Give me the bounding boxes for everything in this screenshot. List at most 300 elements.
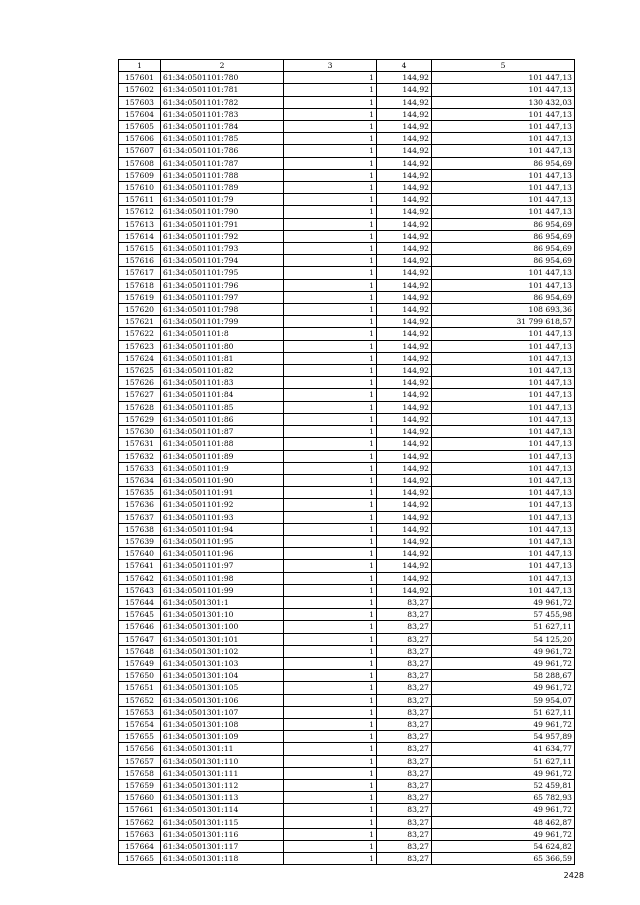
cadastral-number-cell: 61:34:0501101:85	[161, 401, 284, 413]
cadastral-number-cell: 61:34:0501101:9	[161, 462, 284, 474]
area-cell: 144,92	[377, 194, 432, 206]
cadastral-number-cell: 61:34:0501101:784	[161, 121, 284, 133]
area-cell: 83,27	[377, 657, 432, 669]
value-cell: 101 447,13	[432, 145, 575, 157]
cadastral-number-cell: 61:34:0501101:95	[161, 535, 284, 547]
table-row	[119, 389, 575, 401]
table-row	[119, 645, 575, 657]
table-row	[119, 365, 575, 377]
area-cell: 144,92	[377, 426, 432, 438]
row-number-cell: 157619	[119, 291, 161, 303]
area-cell: 144,92	[377, 72, 432, 84]
cadastral-number-cell: 61:34:0501101:790	[161, 206, 284, 218]
value-cell: 101 447,13	[432, 474, 575, 486]
table-row	[119, 230, 575, 242]
row-number-cell: 157645	[119, 609, 161, 621]
table-row	[119, 121, 575, 133]
value-cell: 101 447,13	[432, 499, 575, 511]
value-cell: 101 447,13	[432, 535, 575, 547]
row-number-cell: 157644	[119, 596, 161, 608]
count-cell: 1	[284, 560, 377, 572]
area-cell: 83,27	[377, 609, 432, 621]
count-cell: 1	[284, 487, 377, 499]
area-cell: 83,27	[377, 621, 432, 633]
count-cell: 1	[284, 255, 377, 267]
value-cell: 48 462,87	[432, 816, 575, 828]
table-row	[119, 243, 575, 255]
cadastral-number-cell: 61:34:0501101:80	[161, 340, 284, 352]
value-cell: 101 447,13	[432, 108, 575, 120]
value-cell: 49 961,72	[432, 804, 575, 816]
value-cell: 51 627,11	[432, 755, 575, 767]
area-cell: 83,27	[377, 792, 432, 804]
count-cell: 1	[284, 377, 377, 389]
area-cell: 83,27	[377, 731, 432, 743]
count-cell: 1	[284, 389, 377, 401]
cadastral-number-cell: 61:34:0501101:798	[161, 304, 284, 316]
row-number-cell: 157604	[119, 108, 161, 120]
column-header-3: 3	[284, 60, 377, 72]
count-cell: 1	[284, 535, 377, 547]
area-cell: 83,27	[377, 779, 432, 791]
value-cell: 108 693,36	[432, 304, 575, 316]
table-row	[119, 438, 575, 450]
count-cell: 1	[284, 426, 377, 438]
area-cell: 83,27	[377, 682, 432, 694]
cadastral-number-cell: 61:34:0501101:98	[161, 572, 284, 584]
row-number-cell: 157658	[119, 767, 161, 779]
cadastral-number-cell: 61:34:0501301:118	[161, 853, 284, 865]
table-row	[119, 291, 575, 303]
area-cell: 144,92	[377, 535, 432, 547]
table-row	[119, 352, 575, 364]
value-cell: 65 782,93	[432, 792, 575, 804]
value-cell: 101 447,13	[432, 206, 575, 218]
count-cell: 1	[284, 474, 377, 486]
row-number-cell: 157614	[119, 230, 161, 242]
row-number-cell: 157639	[119, 535, 161, 547]
value-cell: 101 447,13	[432, 548, 575, 560]
row-number-cell: 157622	[119, 328, 161, 340]
table-row	[119, 304, 575, 316]
table-row	[119, 401, 575, 413]
area-cell: 144,92	[377, 462, 432, 474]
row-number-cell: 157649	[119, 657, 161, 669]
cadastral-number-cell: 61:34:0501301:111	[161, 767, 284, 779]
area-cell: 144,92	[377, 548, 432, 560]
area-cell: 144,92	[377, 352, 432, 364]
area-cell: 144,92	[377, 206, 432, 218]
cadastral-number-cell: 61:34:0501101:796	[161, 279, 284, 291]
value-cell: 49 961,72	[432, 682, 575, 694]
value-cell: 101 447,13	[432, 352, 575, 364]
row-number-cell: 157654	[119, 718, 161, 730]
table-row	[119, 218, 575, 230]
value-cell: 101 447,13	[432, 365, 575, 377]
cadastral-number-cell: 61:34:0501301:104	[161, 670, 284, 682]
value-cell: 101 447,13	[432, 182, 575, 194]
cadastral-number-cell: 61:34:0501101:88	[161, 438, 284, 450]
cadastral-number-cell: 61:34:0501301:110	[161, 755, 284, 767]
area-cell: 83,27	[377, 755, 432, 767]
cadastral-number-cell: 61:34:0501101:791	[161, 218, 284, 230]
cadastral-number-cell: 61:34:0501101:92	[161, 499, 284, 511]
row-number-cell: 157661	[119, 804, 161, 816]
table-row	[119, 108, 575, 120]
count-cell: 1	[284, 779, 377, 791]
value-cell: 86 954,69	[432, 218, 575, 230]
area-cell: 144,92	[377, 304, 432, 316]
row-number-cell: 157635	[119, 487, 161, 499]
page-number: 2428	[563, 871, 584, 880]
area-cell: 144,92	[377, 365, 432, 377]
table-row	[119, 206, 575, 218]
table-row	[119, 279, 575, 291]
row-number-cell: 157660	[119, 792, 161, 804]
cadastral-number-cell: 61:34:0501301:114	[161, 804, 284, 816]
cadastral-number-cell: 61:34:0501101:87	[161, 426, 284, 438]
count-cell: 1	[284, 755, 377, 767]
row-number-cell: 157608	[119, 157, 161, 169]
value-cell: 49 961,72	[432, 657, 575, 669]
count-cell: 1	[284, 657, 377, 669]
table-row	[119, 731, 575, 743]
cadastral-number-cell: 61:34:0501101:83	[161, 377, 284, 389]
cadastral-number-cell: 61:34:0501301:116	[161, 828, 284, 840]
row-number-cell: 157652	[119, 694, 161, 706]
area-cell: 83,27	[377, 816, 432, 828]
area-cell: 83,27	[377, 718, 432, 730]
value-cell: 51 627,11	[432, 621, 575, 633]
cadastral-number-cell: 61:34:0501101:781	[161, 84, 284, 96]
count-cell: 1	[284, 718, 377, 730]
row-number-cell: 157631	[119, 438, 161, 450]
count-cell: 1	[284, 182, 377, 194]
area-cell: 144,92	[377, 523, 432, 535]
area-cell: 144,92	[377, 572, 432, 584]
row-number-cell: 157617	[119, 267, 161, 279]
count-cell: 1	[284, 401, 377, 413]
row-number-cell: 157611	[119, 194, 161, 206]
table-row	[119, 535, 575, 547]
count-cell: 1	[284, 72, 377, 84]
value-cell: 101 447,13	[432, 560, 575, 572]
value-cell: 57 455,98	[432, 609, 575, 621]
row-number-cell: 157612	[119, 206, 161, 218]
count-cell: 1	[284, 279, 377, 291]
count-cell: 1	[284, 706, 377, 718]
count-cell: 1	[284, 450, 377, 462]
value-cell: 101 447,13	[432, 133, 575, 145]
count-cell: 1	[284, 609, 377, 621]
area-cell: 83,27	[377, 853, 432, 865]
value-cell: 101 447,13	[432, 584, 575, 596]
count-cell: 1	[284, 572, 377, 584]
value-cell: 101 447,13	[432, 377, 575, 389]
area-cell: 83,27	[377, 743, 432, 755]
table-row	[119, 548, 575, 560]
table-row	[119, 267, 575, 279]
table-row	[119, 474, 575, 486]
table-row	[119, 194, 575, 206]
count-cell: 1	[284, 548, 377, 560]
area-cell: 144,92	[377, 413, 432, 425]
area-cell: 83,27	[377, 841, 432, 853]
table-row	[119, 511, 575, 523]
table-row	[119, 462, 575, 474]
value-cell: 101 447,13	[432, 511, 575, 523]
value-cell: 59 954,07	[432, 694, 575, 706]
row-number-cell: 157665	[119, 853, 161, 865]
value-cell: 31 799 618,57	[432, 316, 575, 328]
area-cell: 144,92	[377, 157, 432, 169]
area-cell: 144,92	[377, 145, 432, 157]
count-cell: 1	[284, 291, 377, 303]
count-cell: 1	[284, 804, 377, 816]
count-cell: 1	[284, 413, 377, 425]
table-row	[119, 841, 575, 853]
value-cell: 101 447,13	[432, 340, 575, 352]
table-row	[119, 328, 575, 340]
row-number-cell: 157655	[119, 731, 161, 743]
row-number-cell: 157646	[119, 621, 161, 633]
row-number-cell: 157663	[119, 828, 161, 840]
table-row	[119, 316, 575, 328]
row-number-cell: 157628	[119, 401, 161, 413]
column-header-1: 1	[119, 60, 161, 72]
count-cell: 1	[284, 316, 377, 328]
table-row	[119, 633, 575, 645]
row-number-cell: 157656	[119, 743, 161, 755]
area-cell: 144,92	[377, 499, 432, 511]
row-number-cell: 157630	[119, 426, 161, 438]
table-row	[119, 853, 575, 865]
count-cell: 1	[284, 340, 377, 352]
value-cell: 101 447,13	[432, 462, 575, 474]
count-cell: 1	[284, 230, 377, 242]
area-cell: 144,92	[377, 230, 432, 242]
count-cell: 1	[284, 194, 377, 206]
count-cell: 1	[284, 853, 377, 865]
area-cell: 144,92	[377, 377, 432, 389]
table-row	[119, 609, 575, 621]
table-row	[119, 145, 575, 157]
count-cell: 1	[284, 511, 377, 523]
count-cell: 1	[284, 499, 377, 511]
count-cell: 1	[284, 352, 377, 364]
row-number-cell: 157607	[119, 145, 161, 157]
count-cell: 1	[284, 145, 377, 157]
cadastral-number-cell: 61:34:0501301:1	[161, 596, 284, 608]
count-cell: 1	[284, 438, 377, 450]
cadastral-number-cell: 61:34:0501301:117	[161, 841, 284, 853]
count-cell: 1	[284, 121, 377, 133]
cadastral-number-cell: 61:34:0501101:794	[161, 255, 284, 267]
value-cell: 65 366,59	[432, 853, 575, 865]
value-cell: 54 957,89	[432, 731, 575, 743]
value-cell: 49 961,72	[432, 645, 575, 657]
cadastral-number-cell: 61:34:0501301:103	[161, 657, 284, 669]
count-cell: 1	[284, 694, 377, 706]
area-cell: 144,92	[377, 108, 432, 120]
row-number-cell: 157642	[119, 572, 161, 584]
count-cell: 1	[284, 792, 377, 804]
row-number-cell: 157664	[119, 841, 161, 853]
document-page	[118, 59, 574, 865]
area-cell: 144,92	[377, 84, 432, 96]
value-cell: 49 961,72	[432, 596, 575, 608]
table-row	[119, 572, 575, 584]
cadastral-number-cell: 61:34:0501101:782	[161, 96, 284, 108]
value-cell: 52 459,81	[432, 779, 575, 791]
table-row	[119, 340, 575, 352]
row-number-cell: 157629	[119, 413, 161, 425]
area-cell: 144,92	[377, 169, 432, 181]
row-number-cell: 157609	[119, 169, 161, 181]
value-cell: 101 447,13	[432, 169, 575, 181]
row-number-cell: 157626	[119, 377, 161, 389]
count-cell: 1	[284, 108, 377, 120]
header-row	[119, 60, 575, 72]
count-cell: 1	[284, 767, 377, 779]
count-cell: 1	[284, 523, 377, 535]
value-cell: 41 634,77	[432, 743, 575, 755]
table-row	[119, 84, 575, 96]
table-row	[119, 694, 575, 706]
area-cell: 144,92	[377, 438, 432, 450]
value-cell: 130 432,03	[432, 96, 575, 108]
cadastral-number-cell: 61:34:0501301:101	[161, 633, 284, 645]
table-row	[119, 670, 575, 682]
cadastral-number-cell: 61:34:0501301:107	[161, 706, 284, 718]
row-number-cell: 157643	[119, 584, 161, 596]
cadastral-number-cell: 61:34:0501301:105	[161, 682, 284, 694]
area-cell: 83,27	[377, 828, 432, 840]
value-cell: 54 624,82	[432, 841, 575, 853]
value-cell: 101 447,13	[432, 438, 575, 450]
count-cell: 1	[284, 206, 377, 218]
area-cell: 144,92	[377, 218, 432, 230]
value-cell: 49 961,72	[432, 718, 575, 730]
count-cell: 1	[284, 645, 377, 657]
cadastral-number-cell: 61:34:0501101:793	[161, 243, 284, 255]
value-cell: 101 447,13	[432, 389, 575, 401]
row-number-cell: 157647	[119, 633, 161, 645]
table-row	[119, 706, 575, 718]
row-number-cell: 157603	[119, 96, 161, 108]
area-cell: 144,92	[377, 560, 432, 572]
table-row	[119, 133, 575, 145]
area-cell: 144,92	[377, 267, 432, 279]
count-cell: 1	[284, 365, 377, 377]
row-number-cell: 157637	[119, 511, 161, 523]
area-cell: 83,27	[377, 670, 432, 682]
table-row	[119, 255, 575, 267]
cadastral-number-cell: 61:34:0501301:113	[161, 792, 284, 804]
row-number-cell: 157620	[119, 304, 161, 316]
value-cell: 101 447,13	[432, 426, 575, 438]
row-number-cell: 157640	[119, 548, 161, 560]
row-number-cell: 157605	[119, 121, 161, 133]
count-cell: 1	[284, 743, 377, 755]
row-number-cell: 157653	[119, 706, 161, 718]
row-number-cell: 157641	[119, 560, 161, 572]
row-number-cell: 157651	[119, 682, 161, 694]
table-row	[119, 523, 575, 535]
area-cell: 144,92	[377, 121, 432, 133]
area-cell: 144,92	[377, 255, 432, 267]
count-cell: 1	[284, 670, 377, 682]
table-row	[119, 816, 575, 828]
count-cell: 1	[284, 816, 377, 828]
value-cell: 101 447,13	[432, 84, 575, 96]
row-number-cell: 157650	[119, 670, 161, 682]
cadastral-number-cell: 61:34:0501101:799	[161, 316, 284, 328]
table-row	[119, 72, 575, 84]
area-cell: 144,92	[377, 450, 432, 462]
value-cell: 101 447,13	[432, 450, 575, 462]
area-cell: 83,27	[377, 694, 432, 706]
row-number-cell: 157618	[119, 279, 161, 291]
count-cell: 1	[284, 328, 377, 340]
row-number-cell: 157624	[119, 352, 161, 364]
area-cell: 144,92	[377, 133, 432, 145]
area-cell: 83,27	[377, 596, 432, 608]
count-cell: 1	[284, 169, 377, 181]
count-cell: 1	[284, 682, 377, 694]
row-number-cell: 157625	[119, 365, 161, 377]
cadastral-number-cell: 61:34:0501301:100	[161, 621, 284, 633]
row-number-cell: 157632	[119, 450, 161, 462]
table-row	[119, 487, 575, 499]
value-cell: 86 954,69	[432, 157, 575, 169]
cadastral-number-cell: 61:34:0501301:106	[161, 694, 284, 706]
row-number-cell: 157623	[119, 340, 161, 352]
table-row	[119, 499, 575, 511]
cadastral-number-cell: 61:34:0501101:783	[161, 108, 284, 120]
row-number-cell: 157634	[119, 474, 161, 486]
value-cell: 101 447,13	[432, 267, 575, 279]
area-cell: 144,92	[377, 584, 432, 596]
area-cell: 83,27	[377, 706, 432, 718]
table-row	[119, 767, 575, 779]
count-cell: 1	[284, 841, 377, 853]
count-cell: 1	[284, 731, 377, 743]
table-row	[119, 560, 575, 572]
table-row	[119, 621, 575, 633]
value-cell: 54 125,20	[432, 633, 575, 645]
count-cell: 1	[284, 828, 377, 840]
count-cell: 1	[284, 584, 377, 596]
row-number-cell: 157627	[119, 389, 161, 401]
cadastral-number-cell: 61:34:0501101:84	[161, 389, 284, 401]
table-row	[119, 450, 575, 462]
value-cell: 101 447,13	[432, 523, 575, 535]
area-cell: 144,92	[377, 511, 432, 523]
data-table	[118, 59, 575, 865]
cadastral-number-cell: 61:34:0501101:795	[161, 267, 284, 279]
row-number-cell: 157659	[119, 779, 161, 791]
value-cell: 101 447,13	[432, 487, 575, 499]
cadastral-number-cell: 61:34:0501101:792	[161, 230, 284, 242]
column-header-2: 2	[161, 60, 284, 72]
value-cell: 101 447,13	[432, 279, 575, 291]
row-number-cell: 157613	[119, 218, 161, 230]
count-cell: 1	[284, 596, 377, 608]
value-cell: 101 447,13	[432, 72, 575, 84]
table-row	[119, 828, 575, 840]
row-number-cell: 157633	[119, 462, 161, 474]
